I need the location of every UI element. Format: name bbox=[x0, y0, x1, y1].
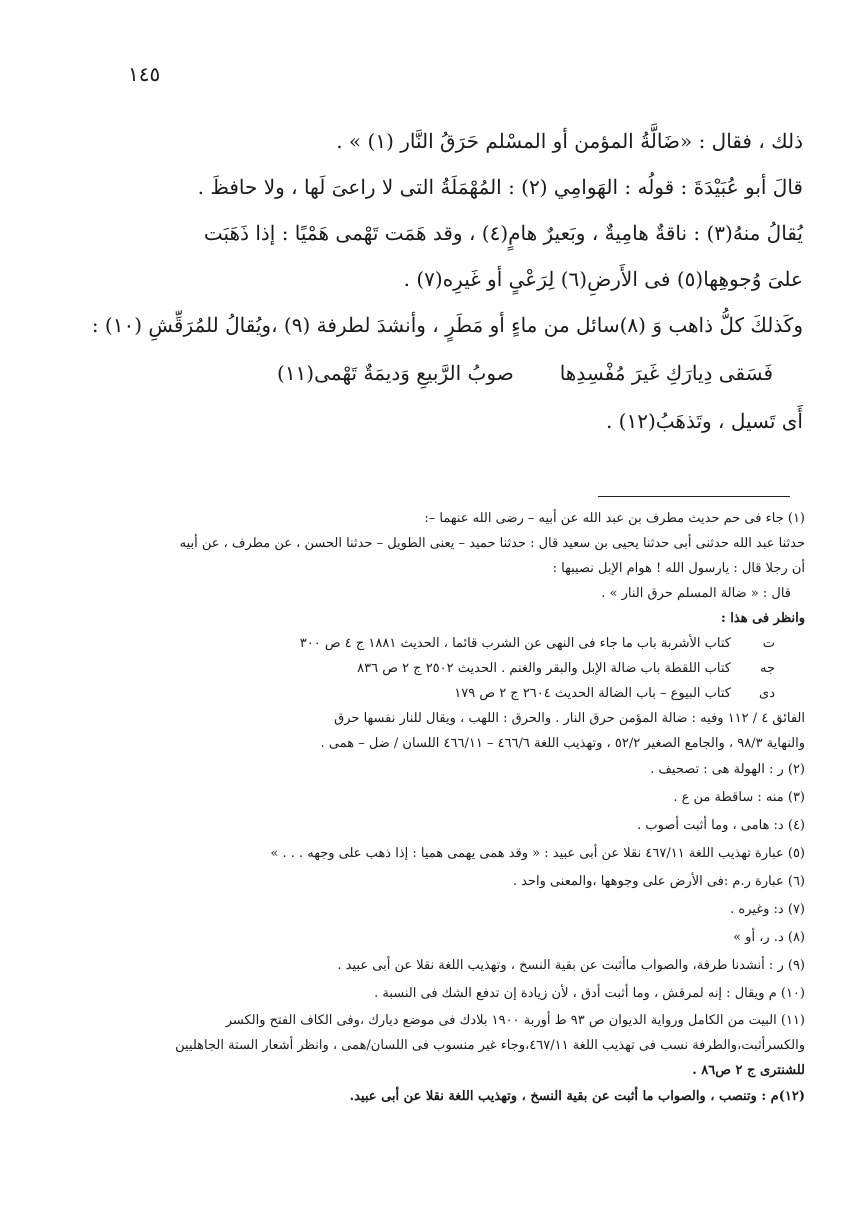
source-key: دى bbox=[759, 686, 775, 701]
text-line: يُقالُ منهُ(٣) : ناقةٌ هامِيةٌ ، وبَعيرٌ هامٍ(٤) ، وقد هَمَت تَهْمى هَمْيًا : إذا ذَهَبَت bbox=[203, 221, 803, 245]
footnote-line: للشنترى ج ٢ ص٨٦ . bbox=[692, 1063, 805, 1078]
footnote-line: والنهاية ٩٨/٣ ، والجامع الصغير ٥٢/٢ ، وتهذيب اللغة ٤٦٦/٦ – ٤٦٦/١١ اللسان / ضل – همى . bbox=[320, 736, 805, 751]
footnotes bbox=[100, 506, 805, 1111]
source-text: كتاب الأشربة باب ما جاء فى النهى عن الشرب قائما ، الحديث ١٨٨١ ج ٤ ص ٣٠٠ bbox=[299, 636, 731, 651]
source-key: ت bbox=[762, 636, 775, 651]
source-entry bbox=[100, 681, 805, 706]
text-line: علىَ وُجوهِها(٥) فى الأَرضِ(٦) لِرَعْىٍ أو غَيرِه(٧) . bbox=[403, 267, 803, 291]
footnote-line: (١) جاء فى حم حديث مطرف بن عبد الله عن أبيه – رضى الله عنهما –: bbox=[424, 511, 805, 526]
poetry-verse bbox=[110, 348, 803, 398]
main-text bbox=[91, 118, 803, 444]
page-number: ١٤٥ bbox=[128, 62, 161, 86]
footnote-line: (٦) عبارة ر.م :فى الأرض على وجوهها ،والمعنى واحد . bbox=[512, 874, 805, 889]
footnote-line: (١١) البيت من الكامل ورواية الديوان ص ٩٣ ط أوربة ١٩٠٠ بلادك فى موضع ديارك ،وفى الكاف الفتح والكسر bbox=[225, 1013, 805, 1028]
footnote-line: وانظر فى هذا : bbox=[720, 611, 805, 626]
footnote-line: (٤) د: هامى ، وما أثبت أصوب . bbox=[637, 818, 805, 833]
text-line: وكَذلكَ كلُّ ذاهب وَ (٨)سائل من ماءٍ أو مَطَرٍ ، وأنشدَ لطرفة (٩) ،ويُقالُ للمُرَقِّشِ (١٠) : bbox=[91, 313, 803, 337]
footnote-line: (٣) منه : ساقطة من ع . bbox=[673, 790, 805, 805]
footnote-line: قال : « ضالة المسلم حرق النار » . bbox=[601, 586, 791, 601]
footnote-line: (٥) عبارة تهذيب اللغة ٤٦٧/١١ نقلا عن أبى عبيد : « وقد همى يهمى هميا : إذا ذهب على وجهه . . . » bbox=[270, 846, 805, 861]
footnote-line: (٩) ر : أنشدنا طرفة، والصواب ماأثبت عن بقية النسخ ، وتهذيب اللغة نقلا عن أبى عبيد . bbox=[337, 958, 805, 973]
footnote-line: (٨) د. ر، أو » bbox=[733, 930, 805, 945]
footnote-line: (١٠) م ويقال : إنه لمرقش ، وما أثبت أدق ، لأن زيادة إن تدفع الشك فى النسبة . bbox=[374, 986, 805, 1001]
text-line: ذلك ، فقال : «ضَالَّةُ المؤمن أو المسْلم حَرَقُ النَّار (١) » . bbox=[336, 129, 803, 153]
source-text: كتاب البيوع – باب الضالة الحديث ٢٦٠٤ ج ٢ ص ١٧٩ bbox=[454, 686, 731, 701]
footnote-line: (١٢)م : وتنصب ، والصواب ما أثبت عن بقية النسخ ، وتهذيب اللغة نقلا عن أبى عبيد. bbox=[349, 1089, 805, 1104]
footnote-divider bbox=[598, 496, 790, 497]
text-line: قالَ أبو عُبَيْدَةَ : قولُه : الهَوامِي (٢) : المُهْمَلَةُ التى لا راعىَ لَها ، ولا حافظَ . bbox=[197, 175, 803, 199]
source-key: جه bbox=[759, 661, 775, 676]
verse-second-hemistich: صوبُ الرَّبيعِ وَديمَةٌ تَهْمى(١١) bbox=[277, 361, 514, 385]
footnote-line: حدثنا عبد الله حدثنى أبى حدثنا يحيى بن سعيد قال : حدثنا حميد – يعنى الطويل – حدثنا الحسن ، عن مطرف ، عن أبيه bbox=[179, 536, 805, 551]
footnote-line: والكسرأثبت،والطرفة نسب فى تهذيب اللغة ٤٦٧/١١،وجاء غير منسوب فى اللسان/همى ، وانظر أشعار الستة الجاهليين bbox=[175, 1038, 805, 1053]
footnote-line: أن رجلا قال : يارسول الله ! هوام الإبل نصيبها : bbox=[552, 561, 805, 576]
footnote-line: الفائق ٤ / ١١٢ وفيه : ضالة المؤمن حرق النار . والحرق : اللهب ، ويقال للنار نفسها حرق bbox=[334, 711, 805, 726]
verse-first-hemistich: فَسَقى دِيارَكِ غَيرَ مُفْسِدِها bbox=[559, 361, 773, 385]
text-line: أَى تَسيل ، وتَذهَبُ(١٢) . bbox=[605, 409, 803, 433]
source-entry bbox=[100, 631, 805, 656]
footnote-line: (٧) د: وغيره . bbox=[730, 902, 805, 917]
source-text: كتاب اللقطة باب ضالة الإبل والبقر والغنم . الحديث ٢٥٠٢ ج ٢ ص ٨٣٦ bbox=[357, 661, 731, 676]
source-entry bbox=[100, 656, 805, 681]
footnote-line: (٢) ر : الهولة هى : تصحيف . bbox=[650, 762, 805, 777]
